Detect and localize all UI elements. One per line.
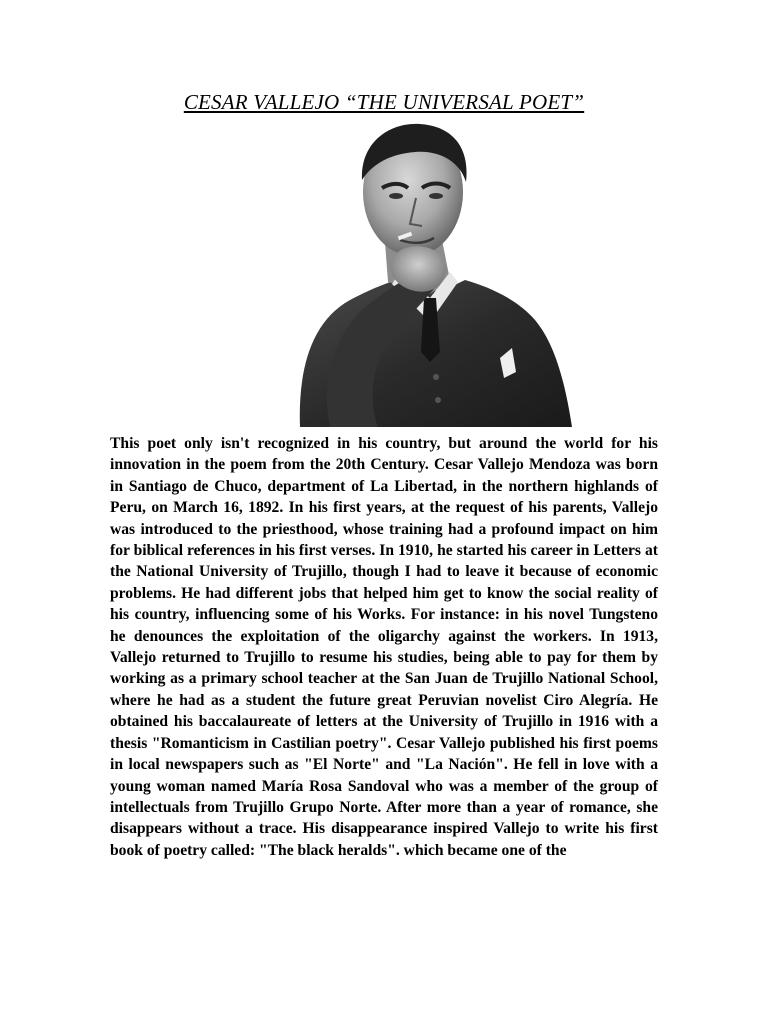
biography-paragraph: This poet only isn't recognized in his country, but around the world for his innovation in the poem from the 20th Century. Cesar Vallejo Mendoza was born in Santiago de Chuco, department of La Libertad, in the northern highlands of Peru, on March 16, 1892. In his first years, at the request of his parents, Vallejo was introduced to the priesthood, whose training had a profound impact on him for biblical references in his first verses. In 1910, he started his career in Letters at the National University of Trujillo, though I had to leave it because of economic problems. He had different jobs that helped him get to know the social reality of his country, influencing some of his Works. For instance: in his novel Tungsteno he denounces the exploitation of the oligarchy against the workers. In 1913, Vallejo returned to Trujillo to resume his studies, being able to pay for them by working as a primary school teacher at the San Juan de Trujillo National School, where he had as a student the future great Peruvian novelist Ciro Alegría. He obtained his baccalaureate of letters at the University of Trujillo in 1916 with a thesis "Romanticism in Castilian poetry". Cesar Vallejo published his first poems in local newspapers such as "El Norte" and "La Nación". He fell in love with a young woman named María Rosa Sandoval who was a member of the group of intellectuals from Trujillo Grupo Norte. After more than a year of romance, she disappears without a trace. His disappearance inspired Vallejo to write his first book of poetry called: "The black heralds". which became one of the [110,435,658,859]
portrait-photo [290,122,580,427]
page-title: CESAR VALLEJO “THE UNIVERSAL POET” [183,90,585,114]
